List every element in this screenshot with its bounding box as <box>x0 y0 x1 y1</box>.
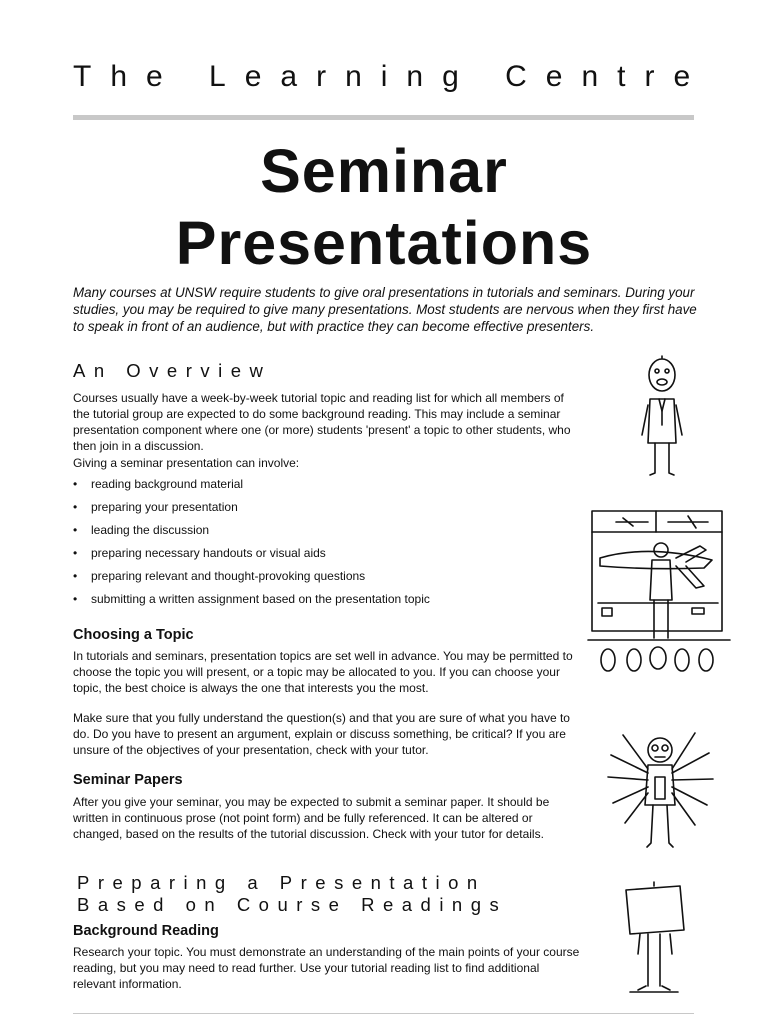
header-title: The Learning Centre <box>73 60 710 93</box>
presenter-standing-illustration <box>630 355 700 480</box>
list-item: • preparing your presentation <box>73 499 581 522</box>
choosing-topic-heading: Choosing a Topic <box>73 627 194 643</box>
choosing-topic-paragraph2: Make sure that you fully understand the question(s) and that you are sure of what you have to do. Do you have to present an argument, explain or discuss something, be critical? If you are unsure of the objectives of your presentation, check with your tutor. <box>73 711 570 757</box>
choosing-topic-paragraph1: In tutorials and seminars, presentation topics are set well in advance. You may be permitted to choose the topic you will present, or a topic may be allocated to you. If you can choose your topic, the best choice is always the one that interests you the most. <box>73 649 573 695</box>
page-title-line2: Presentations <box>175 209 593 277</box>
overview-heading: An Overview <box>73 360 272 381</box>
page-title-line1: Seminar <box>260 137 508 205</box>
overview-paragraph2: Giving a seminar presentation can involve: <box>73 456 300 470</box>
presenter-with-screen-audience-illustration <box>588 508 730 680</box>
overview-paragraph1: Courses usually have a week-by-week tutorial topic and reading list for which all members of the tutorial group are expected to do some background reading. This may include a seminar presentation component where one (or more) students 'present' a topic to other students, who then join in a discussion. <box>73 391 571 453</box>
background-reading-paragraph: Research your topic. You must demonstrate an understanding of the main points of your course reading, but you may need to read further. Use your tutorial reading list to find additional relevant information. <box>73 945 580 991</box>
list-item: • preparing relevant and thought-provoking questions <box>73 568 581 591</box>
seminar-papers-paragraph: After you give your seminar, you may be expected to submit a seminar paper. It should be written in continuous prose (not point form) and be fully referenced. It can be altered or changed, based on the results of the tutorial discussion. Check with your tutor for details. <box>73 795 550 841</box>
list-item: • leading the discussion <box>73 522 581 545</box>
footer-divider <box>73 1013 694 1014</box>
preparing-heading-line1: Preparing a Presentation <box>77 872 486 893</box>
background-reading-heading: Background Reading <box>73 923 219 939</box>
list-item: • reading background material <box>73 476 581 499</box>
list-item: • submitting a written assignment based on the presentation topic <box>73 591 581 614</box>
list-item: • preparing necessary handouts or visual aids <box>73 545 581 568</box>
person-holding-book-illustration <box>620 882 695 1000</box>
intro-paragraph: Many courses at UNSW require students to give oral presentations in tutorials and seminars. During your studies, you may be required to give many presentations. Most students are nervous when they first have to speak in front of an audience, but with practice they can become effective presenters. <box>73 285 697 334</box>
seminar-papers-heading: Seminar Papers <box>73 772 183 788</box>
header-divider <box>73 115 694 120</box>
stressed-presenter-many-arms-illustration <box>603 725 718 855</box>
preparing-heading-line2: Based on Course Readings <box>77 894 508 915</box>
page-title <box>0 135 768 279</box>
overview-bullet-list <box>73 476 581 614</box>
